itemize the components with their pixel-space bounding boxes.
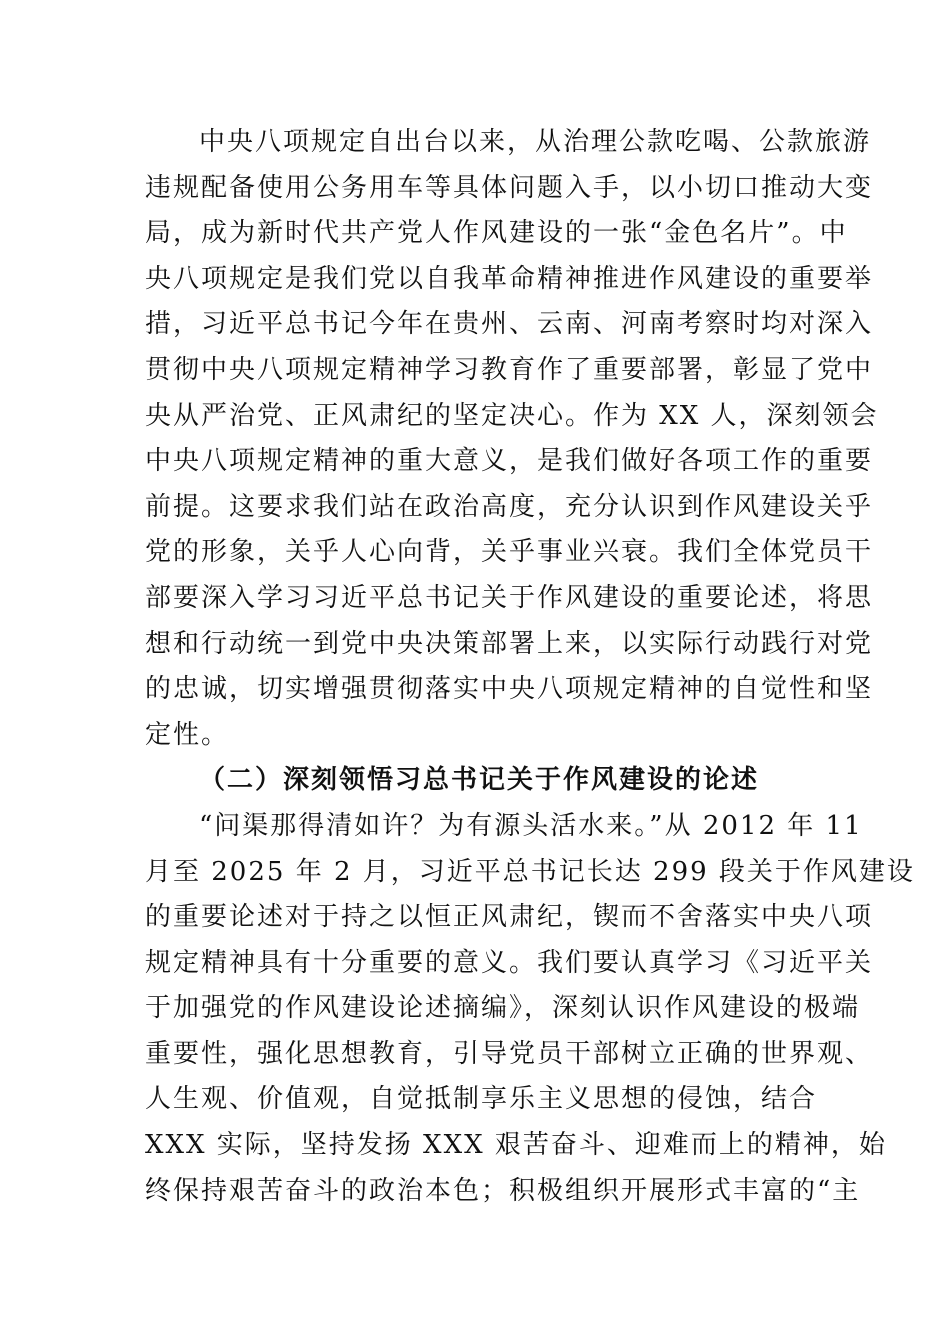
text-line: 央八项规定是我们党以自我革命精神推进作风建设的重要举	[145, 263, 874, 294]
text-line: 月至 2025 年 2 月，习近平总书记长达 299 段关于作风建设	[145, 856, 915, 887]
text-line: XXX 实际，坚持发扬 XXX 艰苦奋斗、迎难而上的精神，始	[145, 1130, 887, 1161]
text-line: 违规配备使用公务用车等具体问题入手，以小切口推动大变	[145, 172, 874, 203]
text-line: 规定精神具有十分重要的意义。我们要认真学习《习近平关	[145, 947, 874, 978]
text-line: 重要性，强化思想教育，引导党员干部树立正确的世界观、	[145, 1038, 874, 1069]
text-line: 定性。	[145, 719, 230, 750]
text-line: 部要深入学习习近平总书记关于作风建设的重要论述，将思	[145, 582, 874, 613]
text-line: 人生观、价值观，自觉抵制享乐主义思想的侵蚀，结合	[145, 1084, 818, 1115]
text-line: 贯彻中央八项规定精神学习教育作了重要部署，彰显了党中	[145, 354, 874, 385]
text-line: 中央八项规定精神的重大意义，是我们做好各项工作的重要	[145, 446, 874, 477]
text-line: 央从严治党、正风肃纪的坚定决心。作为 XX 人，深刻领会	[145, 400, 879, 431]
text-line: 局，成为新时代共产党人作风建设的一张“金色名片”。中	[145, 218, 848, 249]
text-line: 想和行动统一到党中央决策部署上来，以实际行动践行对党	[145, 628, 874, 659]
text-line: 的重要论述对于持之以恒正风肃纪，锲而不舍落实中央八项	[145, 902, 874, 933]
text-line: 党的形象，关乎人心向背，关乎事业兴衰。我们全体党员干	[145, 537, 874, 568]
document-body	[145, 120, 915, 1214]
text-line: “问渠那得清如许？为有源头活水来。”从 2012 年 11	[199, 810, 863, 841]
section-heading: （二）深刻领悟习总书记关于作风建设的论述	[199, 765, 760, 796]
paragraph-xi-remarks-on-work-style	[145, 804, 915, 1214]
text-line: 于加强党的作风建设论述摘编》，深刻认识作风建设的极端	[145, 993, 861, 1024]
text-line: 的忠诚，切实增强贯彻落实中央八项规定精神的自觉性和坚	[145, 674, 874, 705]
text-line: 终保持艰苦奋斗的政治本色；积极组织开展形式丰富的“主	[145, 1175, 861, 1206]
text-line: 措，习近平总书记今年在贵州、云南、河南考察时均对深入	[145, 309, 874, 340]
paragraph-central-eight-rules	[145, 120, 879, 758]
text-line: 中央八项规定自出台以来，从治理公款吃喝、公款旅游	[199, 127, 872, 157]
text-line: 前提。这要求我们站在政治高度，充分认识到作风建设关乎	[145, 491, 874, 522]
